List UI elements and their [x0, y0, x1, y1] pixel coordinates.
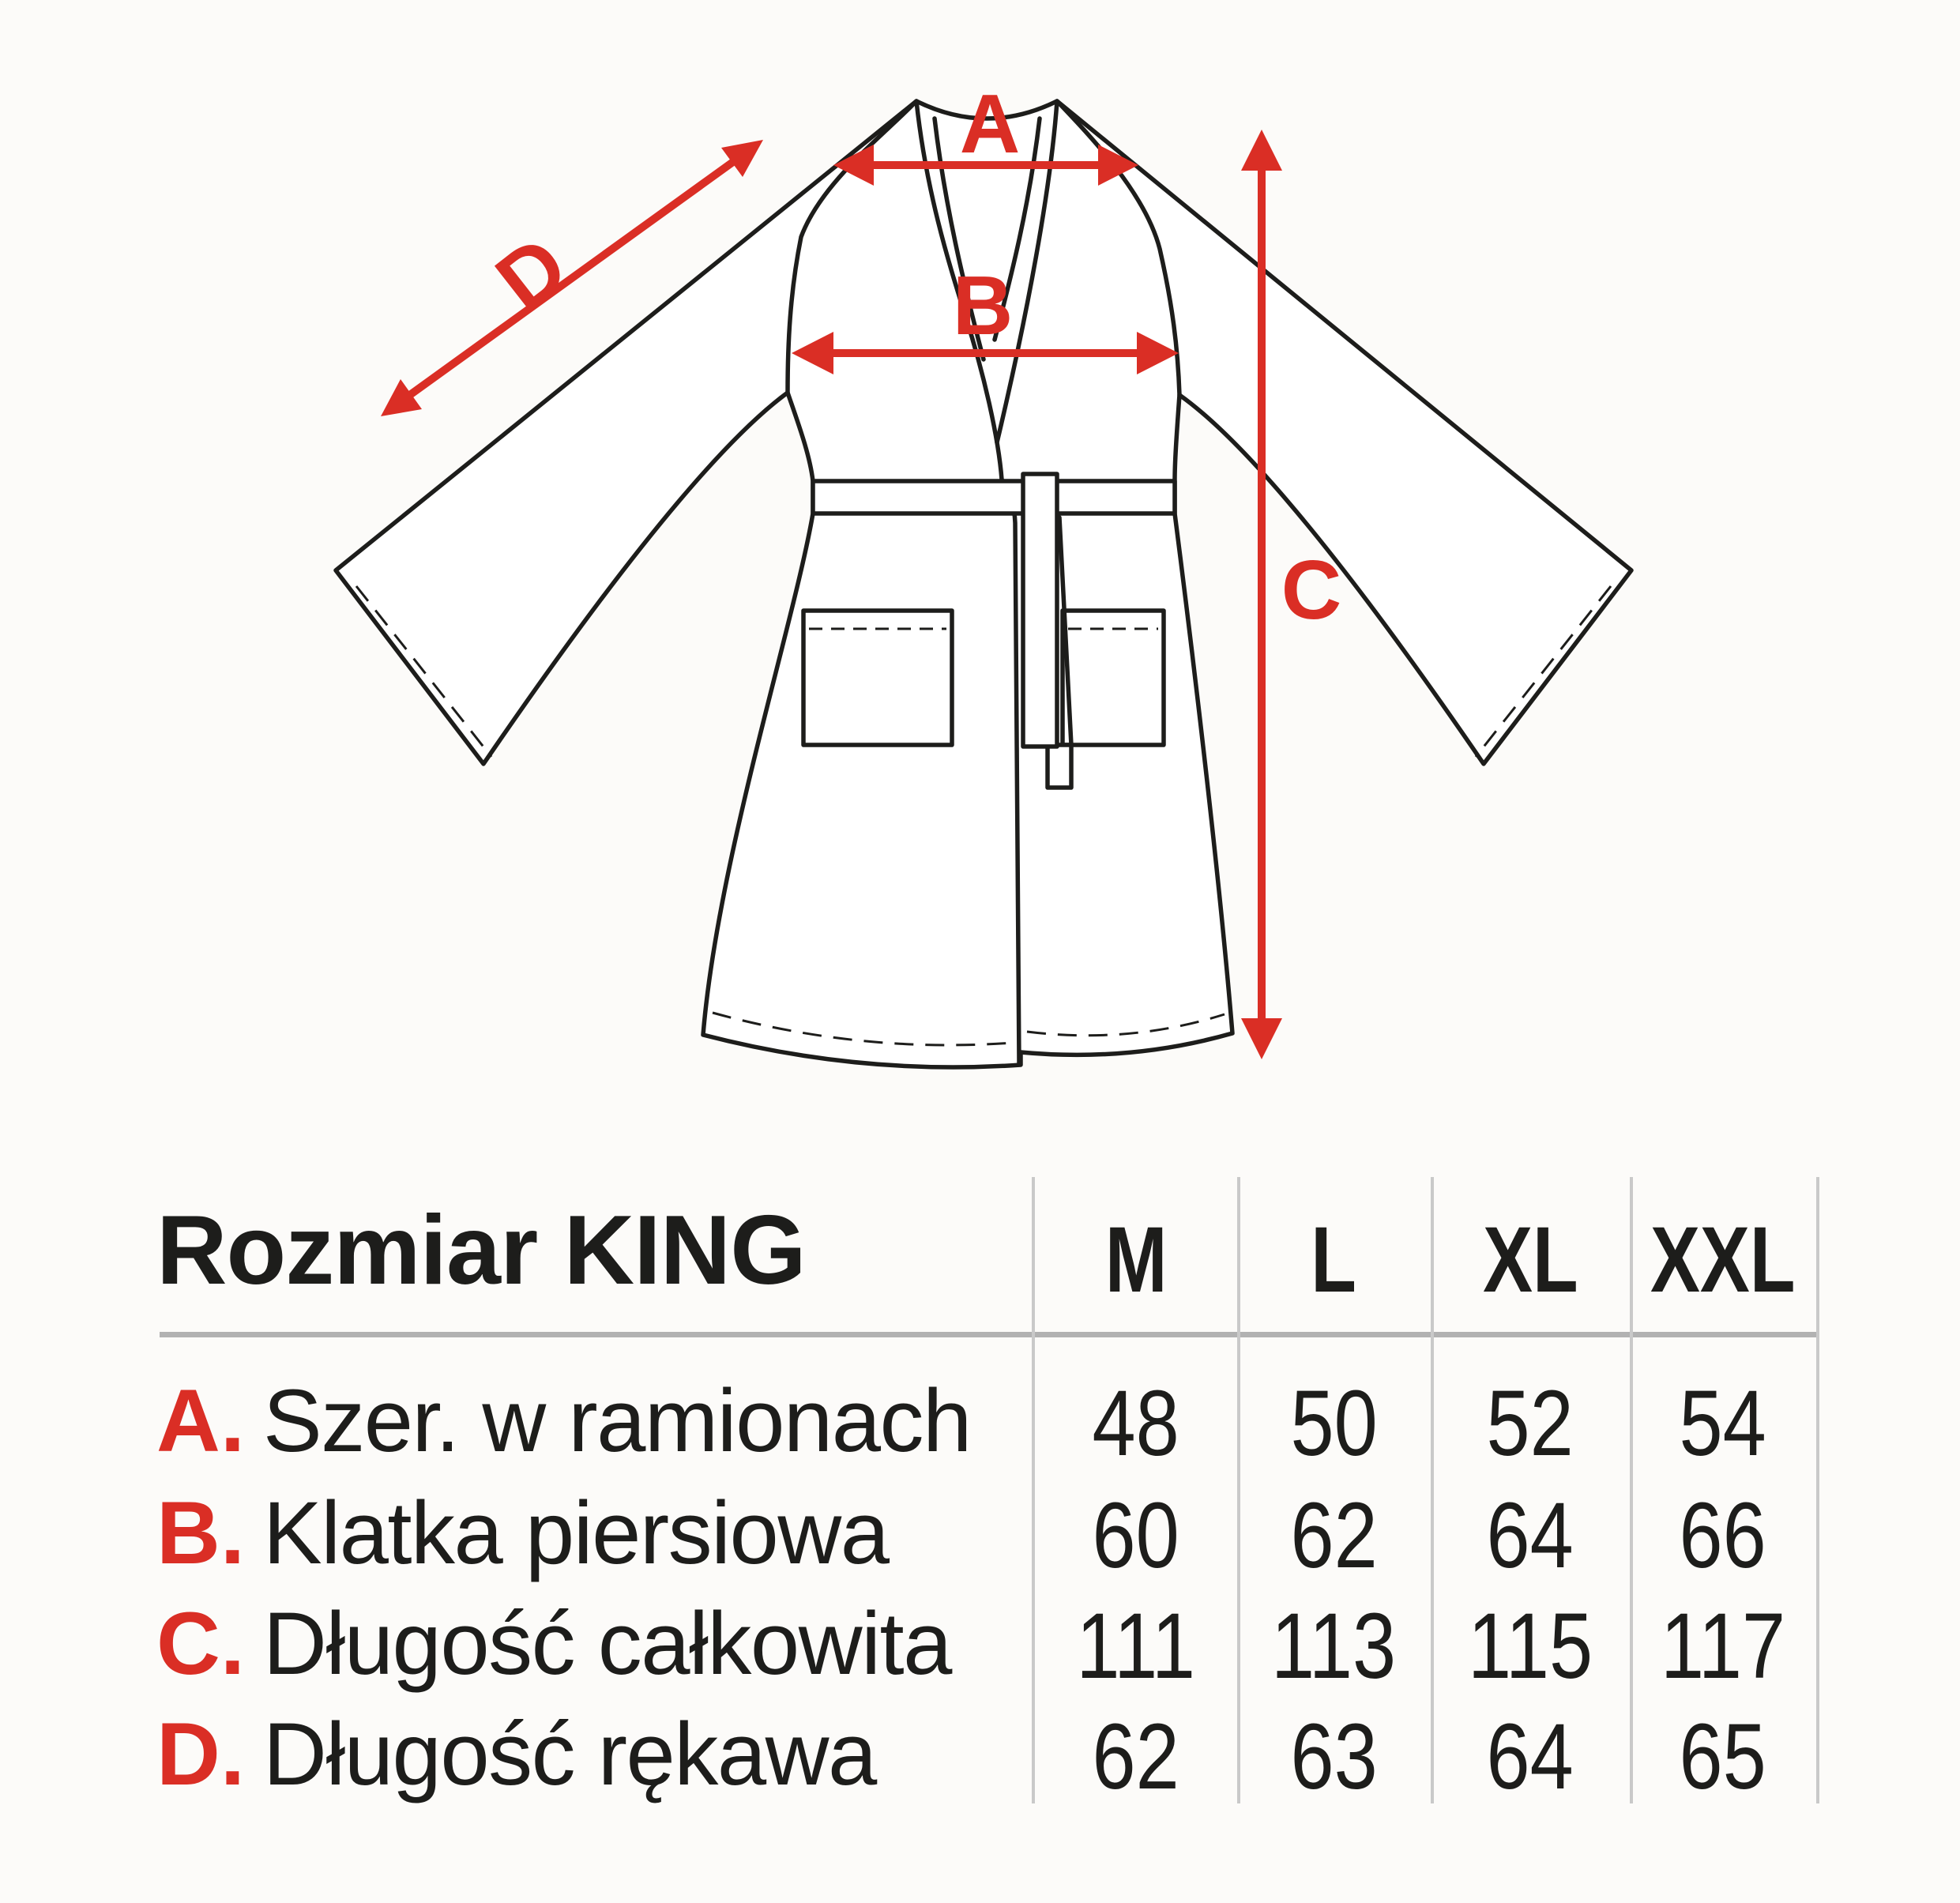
arrow-C-head-bottom [1241, 1018, 1282, 1059]
size-column-xxl: XXL [1650, 1208, 1796, 1312]
left-pocket [803, 611, 952, 745]
row-prefix-d: D. [156, 1705, 245, 1803]
size-column-xl: XL [1482, 1208, 1578, 1312]
value-a-m: 48 [1092, 1371, 1180, 1476]
belt-tie-front [1023, 474, 1057, 747]
right-pocket [1063, 611, 1164, 745]
value-c-xl: 115 [1467, 1594, 1593, 1698]
value-b-xl: 64 [1486, 1484, 1574, 1588]
size-column-l: L [1311, 1208, 1357, 1312]
arrow-D-head-bottom [381, 379, 422, 416]
row-prefix-b: B. [156, 1484, 245, 1582]
arrow-D-head-top [721, 140, 763, 177]
row-prefix-a: A. [156, 1371, 245, 1470]
value-a-xl: 52 [1486, 1371, 1574, 1476]
arrow-C-head-top [1241, 130, 1282, 171]
measure-label-d: D [479, 218, 585, 329]
belt-tie-tip [1048, 745, 1071, 788]
value-d-l: 63 [1290, 1705, 1378, 1809]
measure-label-a: A [959, 77, 1021, 171]
measure-label-b: B [952, 259, 1014, 352]
value-d-xl: 64 [1486, 1705, 1574, 1809]
value-c-m: 111 [1076, 1594, 1196, 1698]
row-label-a: Szer. w ramionach [263, 1371, 971, 1470]
value-b-m: 60 [1092, 1484, 1180, 1588]
measure-label-c: C [1281, 543, 1342, 637]
row-label-c: Długość całkowita [263, 1594, 951, 1693]
row-label-b: Klatka piersiowa [263, 1484, 889, 1582]
header-rule [160, 1332, 1819, 1337]
value-b-xxl: 66 [1679, 1484, 1767, 1588]
belt-band [813, 481, 1175, 513]
table-title: Rozmiar KING [156, 1196, 806, 1305]
row-label-d: Długość rękawa [263, 1705, 876, 1803]
column-divider [1816, 1177, 1819, 1803]
value-b-l: 62 [1290, 1484, 1378, 1588]
value-a-l: 50 [1290, 1371, 1378, 1476]
value-c-l: 113 [1271, 1594, 1397, 1698]
value-c-xxl: 117 [1660, 1594, 1786, 1698]
value-a-xxl: 54 [1679, 1371, 1767, 1476]
size-column-m: M [1104, 1208, 1168, 1312]
row-prefix-c: C. [156, 1594, 245, 1693]
value-d-m: 62 [1092, 1705, 1180, 1809]
value-d-xxl: 65 [1679, 1705, 1767, 1809]
